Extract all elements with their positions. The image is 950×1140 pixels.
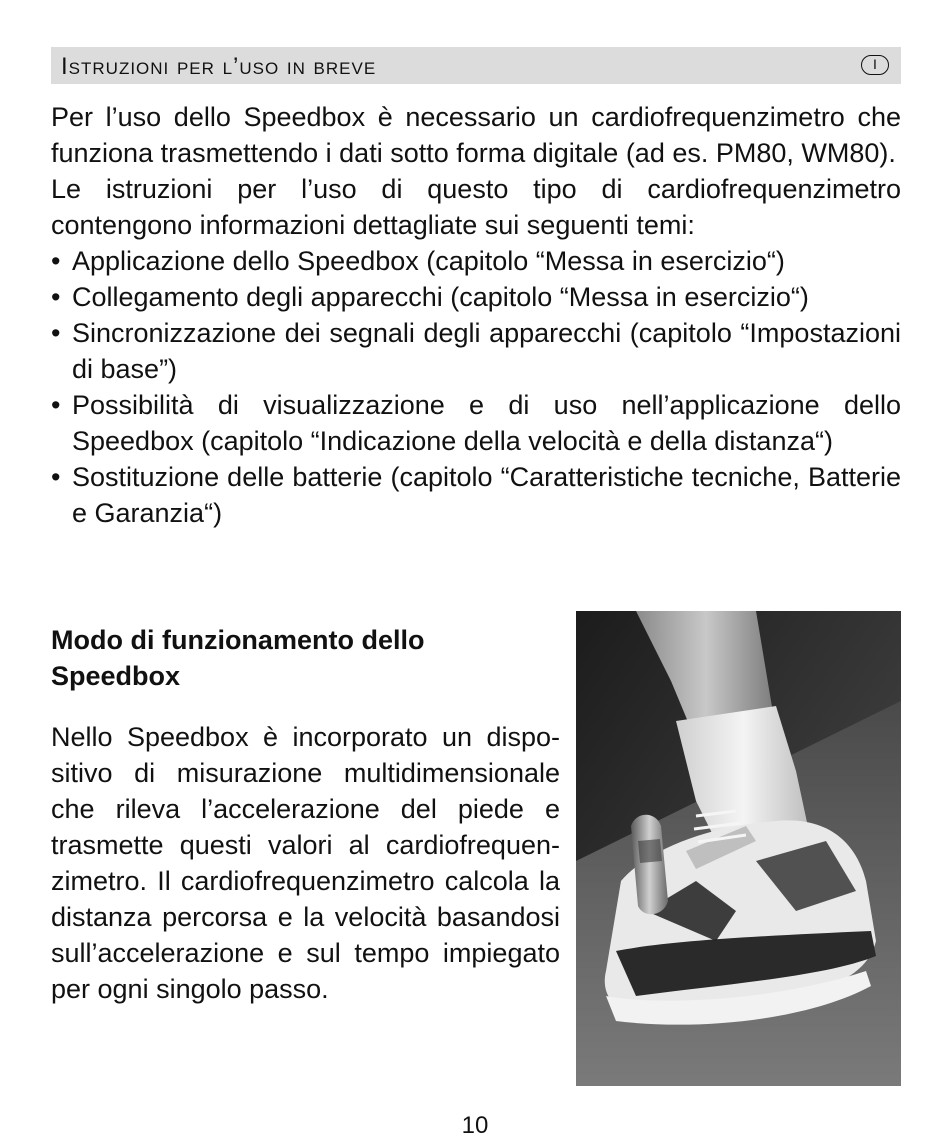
list-item: • Possibilità di visualizzazione e di uso nell’applicazione dello Speedbox (capitolo “Indicazione della velocità e della distanza“) bbox=[51, 387, 901, 459]
intro-paragraph-1: Per l’uso dello Speedbox è necessario un cardiofrequenzimetro che funziona trasmettendo i dati sotto forma digitale (ad es. PM80, WM80). bbox=[51, 102, 901, 168]
list-item: • Collegamento degli apparecchi (capitolo “Messa in esercizio“) bbox=[51, 279, 901, 315]
topics-list bbox=[51, 243, 901, 531]
intro-paragraph-2: Le istruzioni per l’uso di questo tipo di cardiofrequenzimetro contengono informazioni dettagliate sui seguenti temi: bbox=[51, 174, 901, 240]
page-title: Istruzioni per l’uso in breve bbox=[61, 53, 377, 80]
list-item: • Applicazione dello Speedbox (capitolo “Messa in esercizio“) bbox=[51, 243, 901, 279]
language-badge: I bbox=[861, 55, 889, 75]
runner-shoe-photo bbox=[576, 611, 901, 1086]
shoe-illustration bbox=[576, 611, 901, 1086]
intro-text bbox=[51, 99, 901, 531]
section-header-bar bbox=[51, 47, 901, 84]
list-item: • Sostituzione delle batterie (capitolo “Caratteristiche tecniche, Batterie e Garanzia“) bbox=[51, 459, 901, 531]
section-body-text: Nello Speedbox è incorporato un dispositivo di misurazione multidimensionale che rileva l’accelerazione del piede e trasmette questi valori al cardiofrequenzimetro. Il cardiofrequenzimetro calcola la distanza percorsa e la velocità basandosi sull’accelerazione e sul tempo impiegato per ogni singolo passo. bbox=[51, 722, 560, 1004]
list-item: • Sincronizzazione dei segnali degli apparecchi (capitolo “Impostazioni di base”) bbox=[51, 315, 901, 387]
page-number: 10 bbox=[461, 1112, 489, 1139]
section-heading: Modo di funzionamento dello Speedbox bbox=[51, 625, 425, 691]
